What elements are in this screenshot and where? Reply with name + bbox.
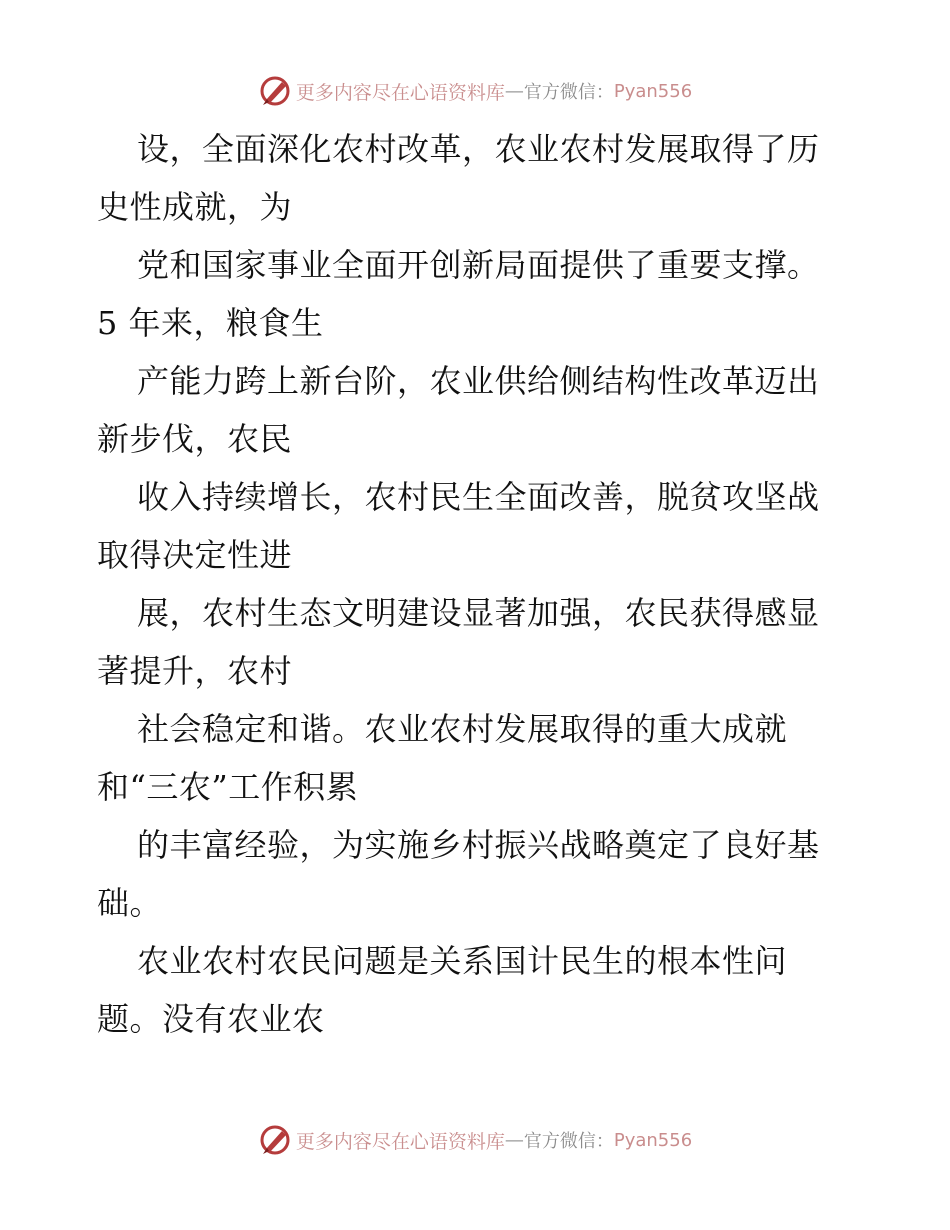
text-line: 设，全面深化农村改革，农业农村发展取得了历 xyxy=(137,130,820,168)
banner-wechat-id: Pyan556 xyxy=(613,1129,693,1151)
pen-logo-icon xyxy=(258,1123,292,1157)
text-line: 5 年来，粮食生 xyxy=(97,304,324,342)
text-line: 社会稳定和谐。农业农村发展取得的重大成就 xyxy=(137,710,788,748)
paragraph xyxy=(97,816,857,932)
text-line: 和“三农”工作积累 xyxy=(97,768,359,806)
paragraph xyxy=(97,236,857,352)
text-line: 取得决定性进 xyxy=(97,536,293,574)
banner-main-text: 更多内容尽在心语资料库 xyxy=(295,81,505,104)
banner-main-text: 更多内容尽在心语资料库 xyxy=(295,1130,505,1153)
header-watermark xyxy=(0,71,950,111)
text-line: 新步伐，农民 xyxy=(97,420,293,458)
paragraph xyxy=(97,584,857,700)
banner-separator: — xyxy=(504,1129,524,1151)
banner-wechat-label: 官方微信： xyxy=(523,1131,614,1152)
text-line: 史性成就，为 xyxy=(97,188,293,226)
text-line: 农业农村农民问题是关系国计民生的根本性问 xyxy=(137,942,788,980)
text-line: 展，农村生态文明建设显著加强，农民获得感显 xyxy=(137,594,820,632)
paragraph xyxy=(97,352,857,468)
text-line: 收入持续增长，农村民生全面改善，脱贫攻坚战 xyxy=(137,478,820,516)
banner-wechat-id: Pyan556 xyxy=(613,80,693,102)
paragraph xyxy=(97,932,857,1048)
pen-logo-icon xyxy=(258,74,292,108)
paragraph xyxy=(97,700,857,816)
text-line: 的丰富经验，为实施乡村振兴战略奠定了良好基 xyxy=(137,826,820,864)
footer-watermark xyxy=(0,1120,950,1160)
paragraph xyxy=(97,468,857,584)
text-line: 题。没有农业农 xyxy=(97,1000,325,1038)
text-line: 党和国家事业全面开创新局面提供了重要支撑。 xyxy=(137,246,820,284)
text-line: 著提升，农村 xyxy=(97,652,293,690)
text-line: 础。 xyxy=(97,884,163,922)
paragraph xyxy=(97,120,857,236)
document-body xyxy=(97,120,857,1048)
banner-separator: — xyxy=(504,80,524,102)
banner-wechat-label: 官方微信： xyxy=(523,82,614,103)
text-line: 产能力跨上新台阶，农业供给侧结构性改革迈出 xyxy=(137,362,820,400)
